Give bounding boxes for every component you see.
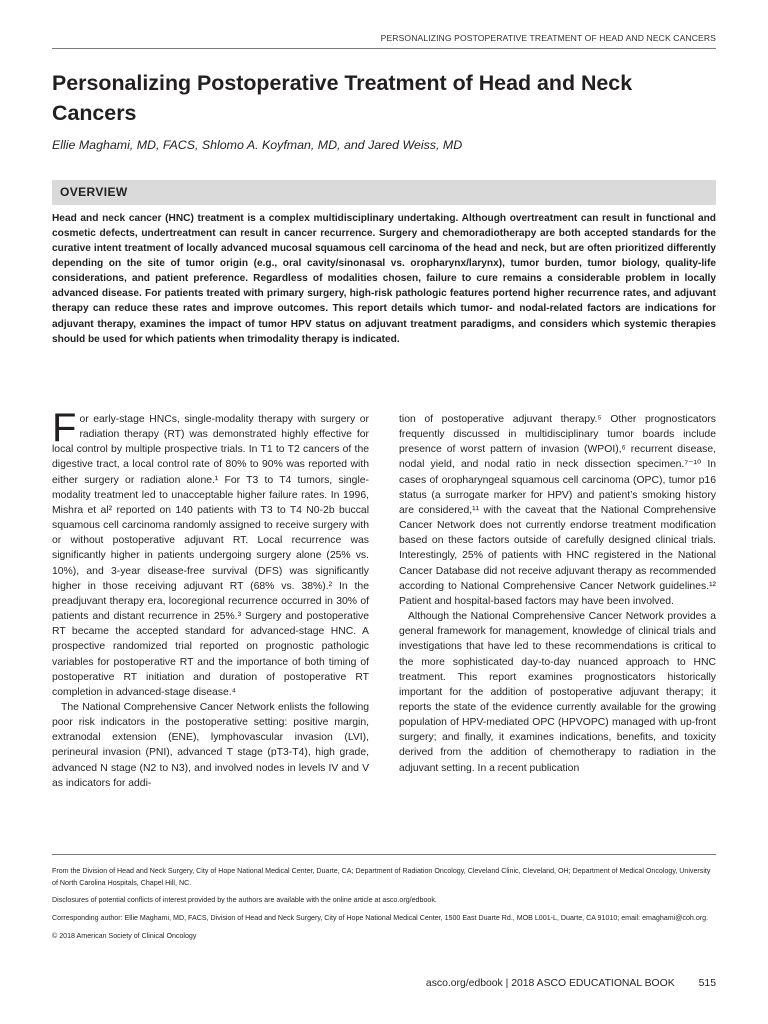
body-column-left <box>52 406 369 791</box>
footnote-affiliations: From the Division of Head and Neck Surgery, City of Hope National Medical Center, Duarte, CA; Department of Radiation Oncology, Cleveland Clinic, Cleveland, OH; Department of Medical Oncology, University of North Carolina Hospitals, Chapel Hill, NC. <box>52 867 711 887</box>
footnote-disclosures: Disclosures of potential conflicts of interest provided by the authors are available with the online article at asco.org/edbook. <box>52 896 437 905</box>
overview-heading-bar <box>52 180 716 205</box>
page-footer <box>426 978 716 989</box>
footnote-divider <box>52 854 716 855</box>
body-paragraph: Although the National Comprehensive Cancer Network provides a general framework for management, knowledge of clinical trials and investigations that have led to these recommendations is critical to the more sophisticated day-to-day nuanced approach to HNC treatment. This report examines prognosticators historically important for the addition of postoperative adjuvant therapy; it reports the state of the evidence currently available for the growing population of HPV-mediated OPC (HPVOPC) managed with up-front surgery; and finally, it examines indications, benefits, and toxicity derived from the addition of chemotherapy to radiation in the adjuvant setting. In a recent publication <box>399 611 716 774</box>
footnotes <box>52 866 716 949</box>
body-paragraph: The National Comprehensive Cancer Network enlists the following poor risk indicators in the postoperative setting: positive margin, extranodal extension (ENE), lymphovascular invasion (LVI), perineural invasion (PNI), advanced T stage (pT3-T4), high grade, advanced N stage (N2 to N3), and involved nodes in levels IV and V as indicators for addi- <box>52 701 369 789</box>
article-title: Personalizing Postoperative Treatment of Head and Neck Cancers <box>52 71 633 125</box>
body-paragraph: tion of postoperative adjuvant therapy.⁵ Other prognosticators frequently discussed in multidisciplinary tumor boards include presence of worst pattern of invasion (WPOI),⁶ recurrent disease, nodal yield, and nodal ratio in neck dissection specimen.⁷⁻¹⁰ In cases of oropharyngeal squamous cell carcinoma (OPC), tumor p16 status (a surrogate marker for HPV) and patient’s smoking history are considered,¹¹ with the caveat that the National Comprehensive Cancer Network does not currently endorse treatment modification based on these factors outside of carefully designed clinical trials. Interestingly, 25% of patients with HNC registered in the National Cancer Database did not receive adjuvant therapy as recommended according to National Comprehensive Cancer Network guidelines.¹² Patient and hospital-based factors may have been involved. <box>399 414 716 607</box>
author-list: Ellie Maghami, MD, FACS, Shlomo A. Koyfman, MD, and Jared Weiss, MD <box>52 138 463 152</box>
abstract-text: Head and neck cancer (HNC) treatment is a complex multidisciplinary undertaking. Although overtreatment can result in functional and cosmetic defects, undertreatment can result in cancer recurrence. Surgery and chemoradiotherapy are both accepted standards for the curative intent treatment of locally advanced mucosal squamous cell carcinoma of the head and neck, but are often prioritized differently depending on the site of tumor origin (e.g., oral cavity/sinonasal vs. oropharynx/larynx), tumor burden, tumor biology, quality-life considerations, and patient preference. Regardless of modalities chosen, failure to cure remains a considerable problem in locally advanced disease. For patients treated with primary surgery, high-risk pathologic features portend higher recurrence rates, and adjuvant therapy can reduce these rates and improve outcomes. This report details which tumor- and nodal-related factors are indications for adjuvant therapy, examines the impact of tumor HPV status on adjuvant treatment paradigms, and considers which systemic therapies should be used for which patients when trimodality therapy is indicated. <box>52 213 716 345</box>
footnote-correspondence: Corresponding author: Ellie Maghami, MD, FACS, Division of Head and Neck Surgery, City of Hope National Medical Center, 1500 East Duarte Rd., MOB L001-L, Duarte, CA 91010; email: emaghami@coh.org. <box>52 914 709 923</box>
header-divider <box>52 48 716 49</box>
footer-source: asco.org/edbook | 2018 ASCO EDUCATIONAL BOOK <box>425 978 675 989</box>
body-paragraph <box>52 406 369 700</box>
running-header: PERSONALIZING POSTOPERATIVE TREATMENT OF HEAD AND NECK CANCERS <box>380 33 716 43</box>
footnote-copyright: © 2018 American Society of Clinical Oncology <box>52 931 197 940</box>
drop-cap: F <box>52 406 77 450</box>
body-paragraph-text: or early-stage HNCs, single-modality therapy with surgery or radiation therapy (RT) was demonstrated highly effective for local control by multiple prospective trials. In T1 to T2 cancers of the digestive tract, a local control rate of 80% to 90% was reported with either surgery or radiation alone.¹ For T3 to T4 tumors, single-modality treatment led to unacceptable higher failure rates. In 1996, Mishra et al² reported on 140 patients with T3 to T4 N0-2b buccal squamous cell carcinoma randomly assigned to receive surgery with or without postoperative adjuvant RT. Local recurrence was significantly higher in patients undergoing surgery alone (25% vs. 10%), and 3-year disease-free survival (DFS) was significantly higher in those receiving adjuvant RT (68% vs. 38%).² In the preadjuvant therapy era, locoregional recurrence occurred in 30% of patients and distant recurrence in 25%.³ Surgery and postoperative RT became the accepted standard for advanced-stage HNC. A prospective randomized trial reported on prognostic pathologic variables for postoperative RT and the importance of both timing of postoperative RT initiation and duration of postoperative RT completion in advanced-stage disease.⁴ <box>52 414 369 698</box>
body-column-right <box>399 412 716 776</box>
overview-heading: OVERVIEW <box>60 185 128 199</box>
page-number: 515 <box>698 978 716 989</box>
